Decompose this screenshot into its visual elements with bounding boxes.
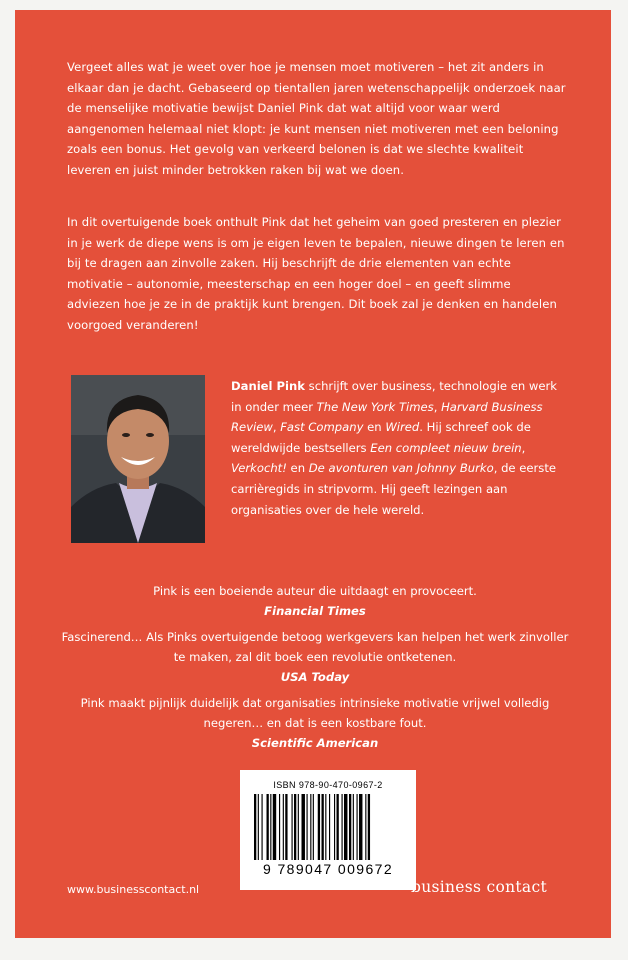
bio-text: . Hij schreef ook de wereldwijde bestsellers <box>231 420 531 455</box>
book-title: De avonturen van Johnny Burko <box>308 461 494 476</box>
intro-paragraph-2: In dit overtuigende boek onthult Pink dat het geheim van goed presteren en plezier in je werk de diepe wens is om je eigen leven te bepalen, nieuwe dingen te leren en bij te dragen aan zinvolle zaken. Hij beschrijft de drie elementen van echte motivatie – autonomie, meesterschap en een hoger doel – en geeft slimme adviezen hoe je ze in de praktijk kunt brengen. Dit boek zal je denken en handelen voorgoed veranderen! <box>67 215 565 332</box>
publisher-url: www.businesscontact.nl <box>67 883 200 896</box>
book-title: Een compleet nieuw brein <box>370 440 522 455</box>
isbn-label: ISBN 978-90-470-0967-2 <box>273 780 383 790</box>
publication-name: The New York Times <box>316 399 434 414</box>
barcode-bars <box>254 794 402 860</box>
bio-text: schrijft over business, technologie en werk in onder meer <box>231 379 558 414</box>
publisher-logo: business contact <box>411 878 547 896</box>
intro-paragraph-1: Vergeet alles wat je weet over hoe je mensen moet motiveren – het zit anders in elkaar dan je dacht. Gebaseerd op tientallen jaren wetenschappelijk onderzoek naar de menselijke motivatie bewijst Daniel Pink dat wat altijd voor waar werd aangenomen helemaal niet klopt: je kunt mensen niet motiveren met een beloning zoals een bonus. Het gevolg van verkeerd belonen is dat we slechte kwaliteit leveren en juist minder betrokken raken bij wat we doen. <box>67 60 566 177</box>
publication-name: Fast Company <box>280 420 364 435</box>
isbn-barcode <box>240 770 416 890</box>
bio-text: en <box>363 420 386 435</box>
quote-text: Pink maakt pijnlijk duidelijk dat organisaties intrinsieke motivatie vrijwel volledig negeren… en dat is een kostbare fout. <box>80 696 550 730</box>
barcode-digits: 9 789047 009672 <box>263 861 393 877</box>
bio-text: , de eerste carrièregids in stripvorm. Hij geeft lezingen aan organisaties over de hele wereld. <box>231 461 557 517</box>
quote-source: Scientific American <box>251 736 379 750</box>
author-bio <box>231 376 571 520</box>
quote-text: Fascinerend… Als Pinks overtuigende betoog werkgevers kan helpen het werk zinvoller te maken, zal dit boek een revolutie ontketenen. <box>61 630 569 664</box>
bio-text: , <box>272 420 281 435</box>
bio-text: , <box>521 440 526 455</box>
quote-text: Pink is een boeiende auteur die uitdaagt en provoceert. <box>153 584 477 598</box>
book-back-cover <box>15 10 611 938</box>
author-photo <box>71 375 205 543</box>
bio-text: , <box>433 399 442 414</box>
publication-name: Harvard Business Review <box>231 399 543 435</box>
press-quotes <box>55 581 575 759</box>
publication-name: Wired <box>385 420 420 435</box>
quote-source: Financial Times <box>264 604 366 618</box>
author-name: Daniel Pink <box>231 379 305 393</box>
quote-source: USA Today <box>280 670 350 684</box>
book-title: Verkocht! <box>231 461 287 476</box>
bio-text: en <box>286 461 309 476</box>
